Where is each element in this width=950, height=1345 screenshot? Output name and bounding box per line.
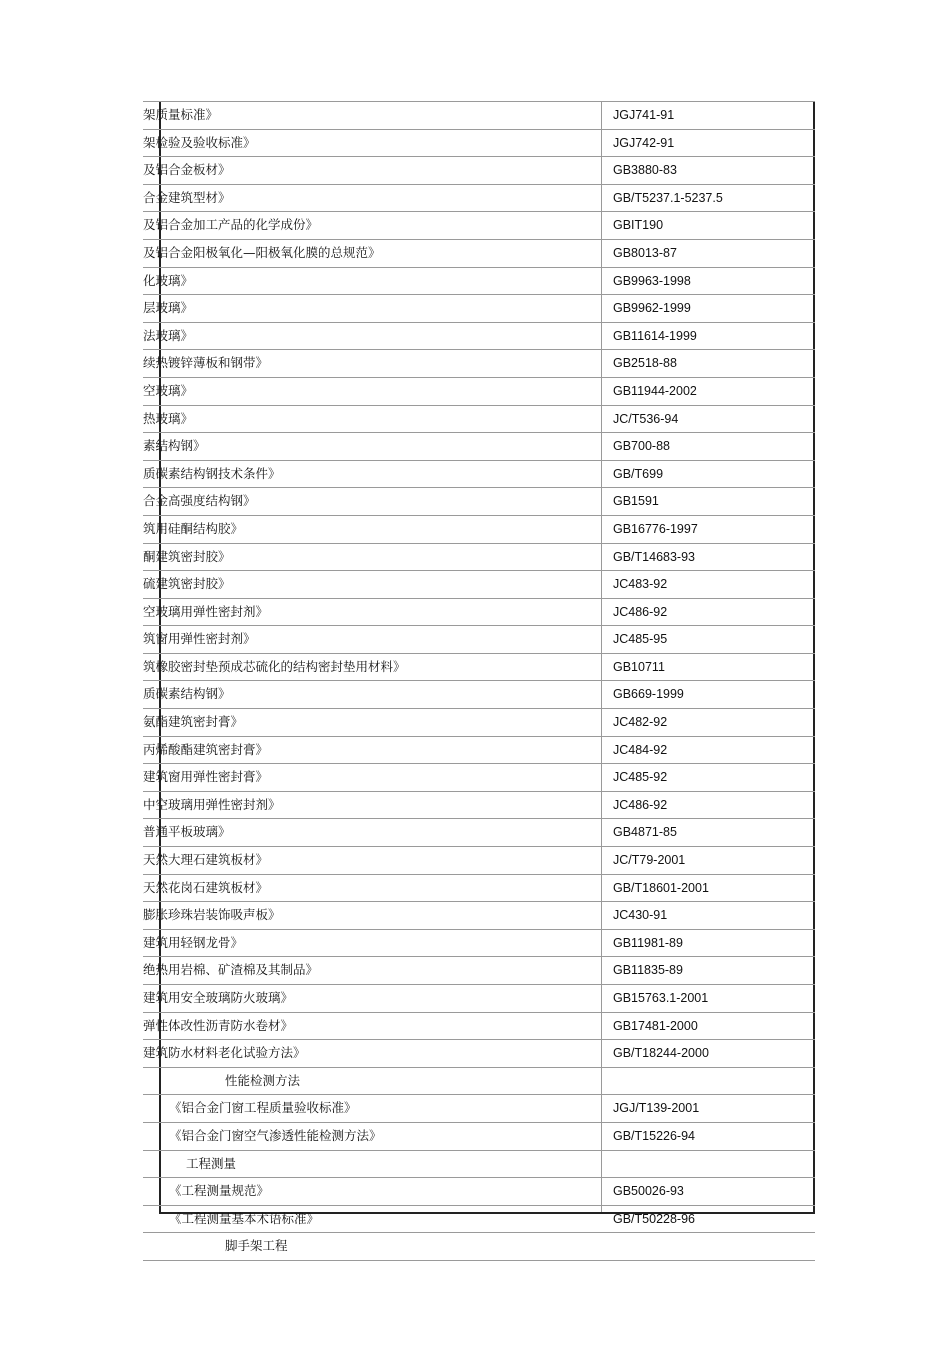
standard-name: 及铝合金阳极氧化—阳极氧化膜的总规范》 <box>143 244 381 260</box>
standard-name: 绝热用岩棉、矿渣棉及其制品》 <box>143 962 319 978</box>
standard-name: 建筑窗用弹性密封膏》 <box>143 769 269 785</box>
standard-name: 续热镀锌薄板和钢带》 <box>143 355 269 371</box>
standard-code: GB11614-1999 <box>613 328 697 343</box>
table-row <box>143 737 815 765</box>
standard-code: GB15763.1-2001 <box>613 991 709 1005</box>
section-heading-row <box>143 1151 815 1179</box>
table-row <box>143 957 815 985</box>
table-row <box>143 433 815 461</box>
standard-code: GB3880-83 <box>613 163 677 178</box>
standard-name: 丙烯酸酯建筑密封膏》 <box>143 741 269 757</box>
standard-name: 空玻璃用弹性密封剂》 <box>143 603 269 619</box>
standard-code: JC430-91 <box>613 908 668 923</box>
standards-table <box>143 101 815 1261</box>
standard-code: JC/T79-2001 <box>613 853 686 868</box>
standard-name: 空玻璃》 <box>143 382 194 398</box>
standard-code: GB/T50228-96 <box>613 1211 695 1226</box>
table-row <box>143 406 815 434</box>
standard-code: JGJ/T139-2001 <box>613 1101 700 1116</box>
table-row <box>143 461 815 489</box>
standard-code <box>613 1233 813 1260</box>
table-row <box>143 378 815 406</box>
standard-code: GB11835-89 <box>613 963 683 978</box>
standard-code: GB17481-2000 <box>613 1018 698 1033</box>
standard-name: 合金高强度结构钢》 <box>143 493 256 509</box>
standard-name: 《工程测量基本术语标准》 <box>169 1210 320 1226</box>
table-row <box>143 654 815 682</box>
standard-code: GB9962-1999 <box>613 301 691 316</box>
table-row <box>143 350 815 378</box>
table-row <box>143 212 815 240</box>
standard-name: 质碳素结构钢技术条件》 <box>143 465 281 481</box>
section-heading-row <box>143 1233 815 1261</box>
standard-code: JGJ741-91 <box>613 108 675 122</box>
table-row <box>143 902 815 930</box>
standard-code: GB669-1999 <box>613 687 684 702</box>
standard-code: GB/T15226-94 <box>613 1128 695 1143</box>
table-row <box>143 819 815 847</box>
table-row <box>143 1123 815 1151</box>
standard-name: 《工程测量规范》 <box>169 1183 270 1199</box>
table-row <box>143 157 815 185</box>
table-row <box>143 323 815 351</box>
standard-code: GB/T18244-2000 <box>613 1046 709 1061</box>
table-row <box>143 792 815 820</box>
table-row <box>143 1178 815 1206</box>
standard-code: GB8013-87 <box>613 245 677 260</box>
table-row <box>143 599 815 627</box>
standard-name: 筑橡胶密封垫预成芯硫化的结构密封垫用材料》 <box>143 658 406 674</box>
standard-name: 架检验及验收标准》 <box>143 134 256 150</box>
standard-code: GB11981-89 <box>613 935 683 950</box>
standard-code: GB10711 <box>613 659 665 674</box>
standard-code: GB16776-1997 <box>613 521 698 536</box>
standard-code: GB2518-88 <box>613 356 677 371</box>
table-row <box>143 268 815 296</box>
table-row <box>143 1206 815 1234</box>
standard-name: 硫建筑密封胶》 <box>143 576 231 592</box>
standard-code: GB50026-93 <box>613 1184 684 1199</box>
table-row <box>143 295 815 323</box>
table-row <box>143 681 815 709</box>
standard-name: 法玻璃》 <box>143 327 194 343</box>
standard-code: GB/T699 <box>613 466 664 481</box>
section-heading-row <box>143 1068 815 1096</box>
standard-name: 质碳素结构钢》 <box>143 686 231 702</box>
standard-name: 《铝合金门窗工程质量验收标准》 <box>169 1100 357 1116</box>
standard-name: 层玻璃》 <box>143 300 194 316</box>
table-row <box>143 571 815 599</box>
table-row <box>143 101 815 130</box>
standard-code: GB/T18601-2001 <box>613 880 709 895</box>
standard-code: JC485-92 <box>613 770 668 785</box>
standard-code: JC486-92 <box>613 797 668 812</box>
standard-name: 化玻璃》 <box>143 272 194 288</box>
standard-name: 酮建筑密封胶》 <box>143 548 231 564</box>
standard-code: JGJ742-91 <box>613 135 675 150</box>
standard-name: 性能检测方法 <box>225 1072 301 1088</box>
standard-code: JC486-92 <box>613 604 668 619</box>
standard-code: GB1591 <box>613 494 659 509</box>
standard-name: 及铝合金板材》 <box>143 162 231 178</box>
standard-code: JC/T536-94 <box>613 411 679 426</box>
standard-code: JC485-95 <box>613 632 668 647</box>
table-row <box>143 185 815 213</box>
table-row <box>143 544 815 572</box>
standard-name: 膨胀珍珠岩装饰吸声板》 <box>143 907 281 923</box>
standard-code: JC484-92 <box>613 742 668 757</box>
standard-name: 天然大理石建筑板材》 <box>143 852 269 868</box>
standard-name: 建筑用安全玻璃防火玻璃》 <box>143 990 294 1005</box>
table-row <box>143 240 815 268</box>
standard-name: 工程测量 <box>186 1155 237 1171</box>
standard-name: 脚手架工程 <box>225 1238 288 1254</box>
table-row <box>143 709 815 737</box>
standard-code: GB/T5237.1-5237.5 <box>613 190 723 205</box>
standard-code: JC483-92 <box>613 577 668 592</box>
table-row <box>143 626 815 654</box>
table-row <box>143 847 815 875</box>
standard-name: 素结构钢》 <box>143 438 206 454</box>
standard-code: JC482-92 <box>613 715 668 730</box>
standard-name: 建筑用轻钢龙骨》 <box>143 934 244 950</box>
standard-code <box>613 1068 813 1095</box>
standard-name: 普通平板玻璃》 <box>143 824 231 840</box>
standard-name: 氨酯建筑密封膏》 <box>143 714 244 730</box>
standard-name: 中空玻璃用弹性密封剂》 <box>143 796 281 812</box>
standard-code: GB/T14683-93 <box>613 549 695 564</box>
table-row <box>143 488 815 516</box>
table-row <box>143 764 815 792</box>
standard-name: 架质量标准》 <box>143 107 219 122</box>
table-row <box>143 1040 815 1068</box>
table-row <box>143 875 815 903</box>
standard-code: GB4871-85 <box>613 825 677 840</box>
table-row <box>143 130 815 158</box>
table-row <box>143 930 815 958</box>
standard-name: 弹性体改性沥青防水卷材》 <box>143 1017 294 1033</box>
standard-name: 筑窗用弹性密封剂》 <box>143 631 256 647</box>
standard-name: 热玻璃》 <box>143 410 194 426</box>
table-row <box>143 985 815 1013</box>
table-row <box>143 1013 815 1041</box>
standard-name: 建筑防水材料老化试验方法》 <box>143 1045 306 1061</box>
standard-name: 《铝合金门窗空气渗透性能检测方法》 <box>169 1127 382 1143</box>
standard-code <box>613 1151 813 1178</box>
standard-code: GBIT190 <box>613 218 664 233</box>
standard-name: 筑用硅酮结构胶》 <box>143 520 244 536</box>
standard-code: GB11944-2002 <box>613 383 697 398</box>
standard-name: 及铝合金加工产品的化学成份》 <box>143 217 319 233</box>
table-row <box>143 1095 815 1123</box>
standard-name: 合金建筑型材》 <box>143 189 231 205</box>
table-row <box>143 516 815 544</box>
standard-code: GB700-88 <box>613 439 670 454</box>
standard-name: 天然花岗石建筑板材》 <box>143 879 269 895</box>
standard-code: GB9963-1998 <box>613 273 691 288</box>
